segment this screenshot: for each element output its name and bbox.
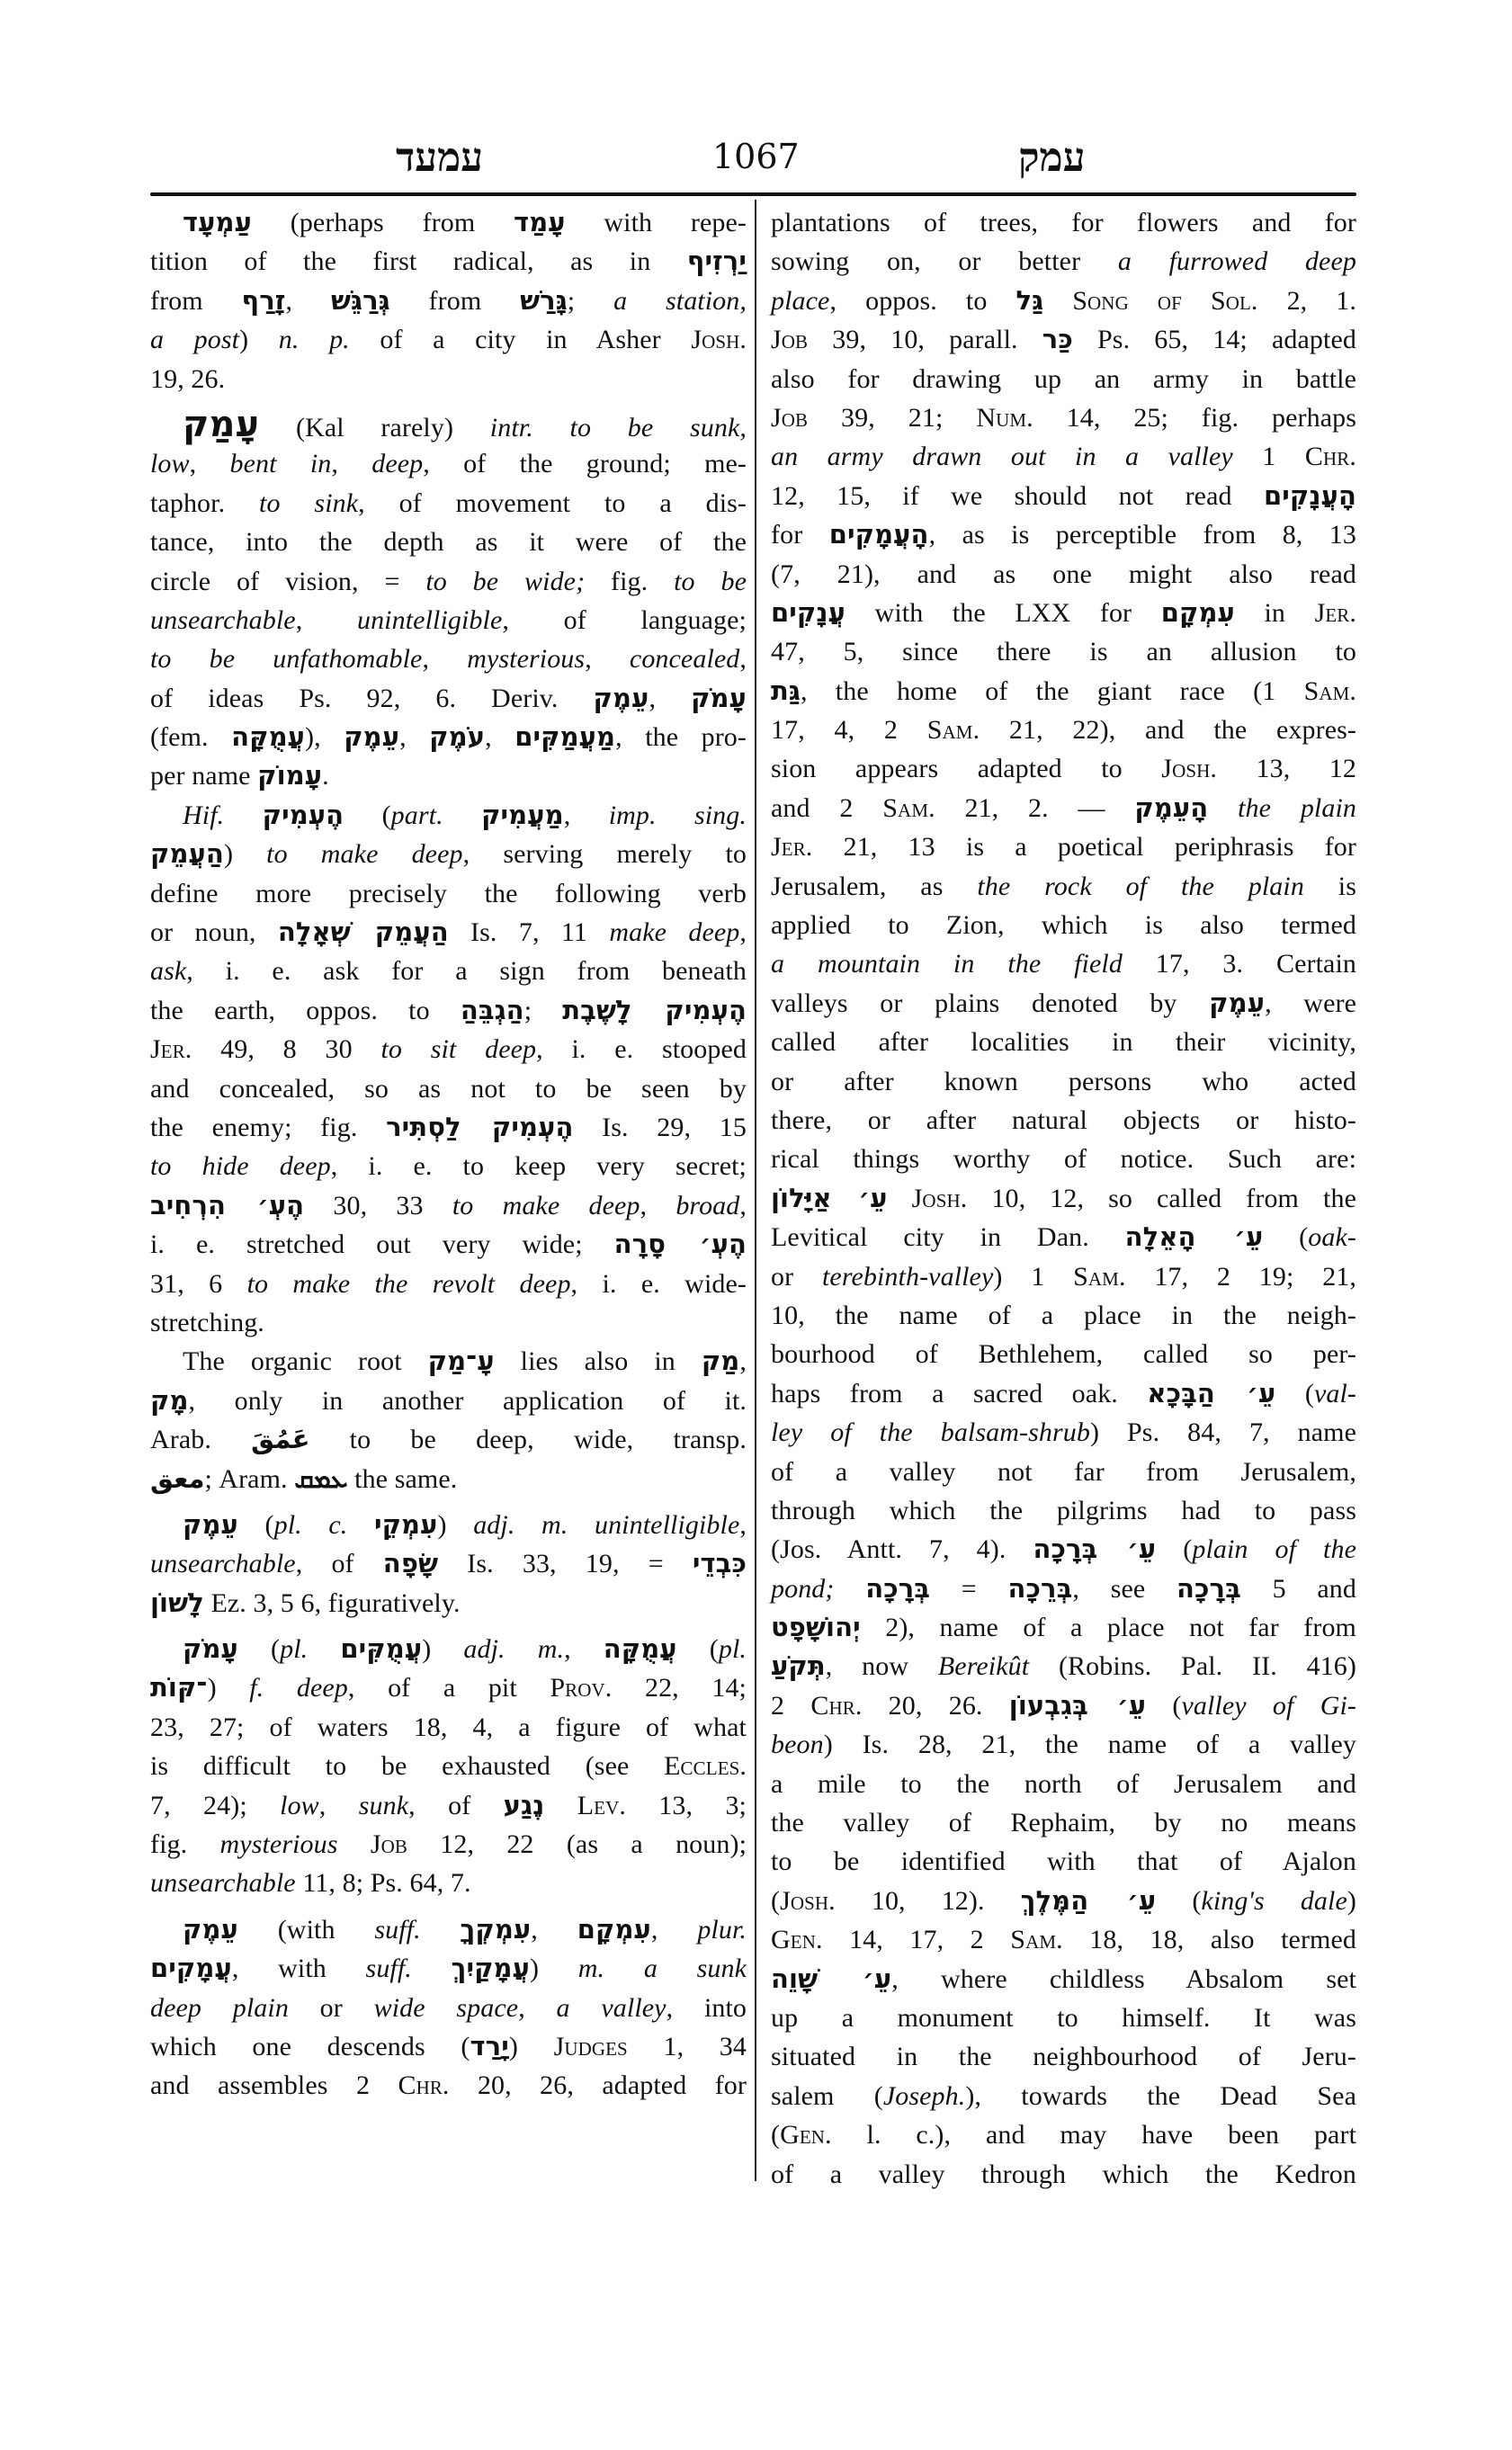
text-line: ־קּוֹת) f. deep, of a pit Prov. 22, 14;	[150, 1672, 747, 1703]
italic-gloss: ley of the balsam-shrub	[771, 1417, 1090, 1448]
hebrew-word: הֶעְ׳ סָרָה	[613, 1229, 747, 1260]
text-line: Arab. عَمُقَ to be deep, wide, transp.	[150, 1424, 747, 1455]
header-rule	[150, 192, 1356, 196]
hebrew-word: הֶעְמִיק	[262, 799, 344, 830]
italic-gloss: part.	[390, 800, 443, 830]
text-line: sion appears adapted to Josh. 13, 12	[771, 754, 1357, 784]
text-line: to hide deep, i. e. to keep very secret;	[150, 1151, 747, 1182]
book-reference: Josh.	[691, 325, 747, 355]
text-line: pond; בְּרָכָה = בְּרֵכָה, see בְּרָכָה 5 and	[771, 1572, 1356, 1604]
italic-gloss: intr. to be sunk,	[489, 412, 747, 443]
book-reference: Job	[771, 325, 809, 355]
italic-gloss: mysterious	[219, 1829, 338, 1860]
hebrew-word: עֲמֻקָּה	[603, 1633, 677, 1665]
text-line: is difficult to be exhausted (see Eccles.	[150, 1751, 747, 1782]
text-line: 12, 15, if we should not read הָעֲנָקִים	[771, 479, 1356, 511]
italic-gloss: terebinth-valley	[821, 1261, 994, 1292]
book-reference: Job	[771, 402, 809, 433]
italic-gloss: suff.	[374, 1914, 421, 1945]
text-line: Hif. הֶעְמִיק (part. מַעֲמִיק, imp. sing.	[183, 799, 747, 830]
hebrew-word: עֵמֶק	[344, 721, 400, 753]
italic-gloss: make deep	[609, 917, 740, 948]
italic-gloss: adj. m.	[463, 1634, 565, 1665]
book-reference: Eccles.	[664, 1751, 747, 1782]
text-line: fig. mysterious Job 12, 22 (as a noun);	[150, 1829, 747, 1860]
text-line: salem (Joseph.), towards the Dead Sea	[771, 2080, 1356, 2111]
hebrew-word: עֲמֻקָּה	[231, 721, 306, 753]
hebrew-word: עֵמֶק	[1209, 987, 1266, 1018]
hebrew-word: יָרַד	[470, 2030, 509, 2061]
italic-gloss: to sit deep	[380, 1034, 537, 1065]
text-line: 19, 26.	[150, 363, 226, 394]
italic-gloss: to sink	[259, 487, 359, 518]
hebrew-word: עִמְקָם	[1160, 596, 1235, 628]
text-line: גַּת, the home of the giant race (1 Sam.	[771, 675, 1356, 706]
text-line: (Josh. 10, 12). עֵ׳ הַמֶּלֶךְ (king's dale)	[771, 1884, 1356, 1916]
text-line: of a valley not far from Jerusalem,	[771, 1456, 1356, 1487]
text-line: עַמְעָד (perhaps from עָמַד with repe-	[183, 207, 747, 237]
hebrew-word: עִמְקֵי	[373, 1508, 438, 1540]
text-line: 17, 4, 2 Sam. 21, 22), and the expres-	[771, 715, 1356, 746]
text-line: Job 39, 21; Num. 14, 25; fig. perhaps	[771, 402, 1356, 433]
book-reference: Sam.	[1010, 1925, 1063, 1955]
text-line: תְּקֹעַ, now Bereikût (Robins. Pal. II. 416)	[771, 1650, 1357, 1682]
text-line: עֵ׳ אַיָּלוֹן Josh. 10, 12, so called from the	[771, 1182, 1356, 1213]
text-line: עֵמֶק (pl. c. עִמְקֵי) adj. m. unintelligible,	[183, 1508, 747, 1540]
book-reference: Josh.	[1161, 754, 1217, 784]
text-line: עֲמָקִים, with suff. עֲמָקַיִךְ) m. a sunk	[150, 1953, 747, 1984]
hebrew-word: עָמֹק	[183, 1633, 238, 1665]
text-line: עָמֹק (pl. עֲמֻקִּים) adj. m., עֲמֻקָּה (pl.	[183, 1633, 747, 1665]
hebrew-word: מָק	[150, 1384, 189, 1416]
header-guide-word-right: עמק	[1018, 135, 1086, 181]
text-line: (Gen. l. c.), and may have been part	[771, 2120, 1356, 2150]
hebrew-word: מַעֲמַקִּים	[514, 721, 616, 753]
text-line: to be identified with that of Ajalon	[771, 1846, 1356, 1877]
hebrew-word: גְּרַגֵּשׁ	[330, 284, 390, 316]
hebrew-word: כַּר	[1042, 324, 1073, 355]
italic-gloss: unsearchable	[150, 1868, 296, 1899]
hebrew-word: לָשׁוֹן	[150, 1587, 204, 1618]
text-line: stretching.	[150, 1307, 264, 1337]
italic-gloss: beon	[771, 1730, 824, 1760]
text-line: unsearchable 11, 8; Ps. 64, 7.	[150, 1868, 471, 1899]
book-reference: Sam.	[882, 792, 935, 823]
italic-gloss: valley of Gi-	[1181, 1690, 1356, 1721]
hebrew-word: עֵ׳ הַבָּכָא	[1147, 1377, 1276, 1408]
hebrew-word: עֲמָקַיִךְ	[451, 1953, 530, 1984]
italic-gloss: Joseph.	[882, 2080, 966, 2111]
book-reference: Gen.	[771, 1925, 823, 1955]
italic-gloss: unsearchable	[150, 1549, 296, 1579]
text-line: 31, 6 to make the revolt deep, i. e. wide-	[150, 1268, 747, 1299]
text-line: an army drawn out in a valley 1 Chr.	[771, 442, 1356, 472]
hebrew-word: יַרְזִיף	[686, 246, 747, 277]
text-line: and 2 Sam. 21, 2. — הָעֵמֶק the plain	[771, 791, 1356, 823]
book-reference: Prov.	[550, 1673, 613, 1703]
italic-gloss: oak-	[1308, 1222, 1356, 1253]
hebrew-word: עִמְקָם	[577, 1913, 651, 1945]
hebrew-word: הַעֲמֵק	[150, 838, 224, 870]
text-line: 10, the name of a place in the neigh-	[771, 1300, 1356, 1330]
text-line: valleys or plains denoted by עֵמֶק, were	[771, 987, 1356, 1018]
hebrew-word: הֶעְ׳ הִרְחִיב	[150, 1189, 305, 1221]
book-reference: Gen.	[780, 2120, 832, 2150]
text-line: a post) n. p. of a city in Asher Josh.	[150, 325, 747, 355]
italic-gloss: deep	[371, 449, 424, 479]
text-line: for הָעֲמָקִים, as is perceptible from 8, 13	[771, 519, 1356, 550]
italic-gloss: pl.	[280, 1634, 309, 1665]
italic-gloss: a furrowed deep	[1117, 246, 1356, 277]
hebrew-word: יְהוֹשָׁפָט	[771, 1612, 861, 1643]
text-line: 23, 27; of waters 18, 4, a figure of what	[150, 1712, 747, 1742]
text-line: unsearchable, unintelligible, of language;	[150, 604, 747, 635]
text-line: a mountain in the field 17, 3. Certain	[771, 949, 1356, 979]
italic-gloss: wide space	[373, 1992, 519, 2023]
text-line: Job 39, 10, parall. כַּר Ps. 65, 14; adapted	[771, 324, 1356, 355]
italic-gloss: the rock of the plain	[977, 871, 1304, 901]
text-line: Jer. 49, 8 30 to sit deep, i. e. stooped	[150, 1034, 747, 1065]
text-line: and concealed, so as not to be seen by	[150, 1073, 747, 1104]
text-line: the valley of Rephaim, by no means	[771, 1808, 1356, 1838]
text-line: (fem. עֲמֻקָּה), עֵמֶק, עֹמֶק, מַעֲמַקִּים, the pro-	[150, 721, 747, 753]
hebrew-word: מַק	[701, 1346, 740, 1377]
italic-gloss: low	[280, 1790, 319, 1820]
header-guide-word-left: עמעד	[396, 135, 484, 181]
text-line: of a valley through which the Kedron	[771, 2159, 1356, 2189]
text-line: sowing on, or better a furrowed deep	[771, 246, 1356, 277]
italic-gloss: f. deep	[249, 1673, 348, 1703]
hebrew-word: הַגְבֵּהַ	[460, 994, 524, 1025]
hebrew-word: הֶעְמִיק לָשֶׁבֶת	[562, 994, 747, 1025]
hebrew-word: معق	[150, 1462, 205, 1494]
hebrew-word: עָמֹק	[691, 682, 747, 713]
text-line: Gen. 14, 17, 2 Sam. 18, 18, also termed	[771, 1925, 1356, 1955]
book-reference: Chr.	[398, 2070, 450, 2101]
hebrew-word: ־קּוֹת	[150, 1672, 208, 1703]
italic-gloss: plur.	[697, 1914, 747, 1945]
book-reference: Num.	[976, 402, 1033, 433]
hebrew-word: בְּרָכָה	[865, 1572, 931, 1604]
text-line: low, bent in, deep, of the ground; me-	[150, 449, 747, 479]
book-reference: Lev.	[577, 1790, 626, 1820]
book-reference: Jer.	[771, 832, 813, 863]
text-line: i. e. stretched out very wide; הֶעְ׳ סָרָה	[150, 1229, 747, 1260]
hebrew-word: גַּת	[771, 675, 801, 706]
hebrew-word: תְּקֹעַ	[771, 1650, 826, 1682]
hebrew-word: עֵ׳ בְּרָכָה	[1033, 1533, 1157, 1565]
text-line: situated in the neighbourhood of Jeru-	[771, 2042, 1356, 2072]
text-line: Jer. 21, 13 is a poetical periphrasis for	[771, 832, 1356, 863]
hebrew-word: עֵ׳ שָׁוֵה	[771, 1963, 892, 1994]
hebrew-word: עָמוֹק	[257, 760, 323, 791]
italic-gloss: a station,	[613, 285, 747, 316]
book-reference: Chr.	[810, 1690, 863, 1721]
hebrew-word: הָעֲמָקִים	[828, 519, 929, 550]
book-reference: Judges	[553, 2031, 628, 2061]
italic-gloss: to be	[674, 566, 747, 596]
italic-gloss: low	[150, 449, 190, 479]
text-line: עָמַק (Kal rarely) intr. to be sunk,	[183, 403, 747, 445]
italic-gloss: to make deep	[266, 839, 463, 870]
text-line: define more precisely the following verb	[150, 878, 747, 908]
italic-gloss: n. p.	[278, 325, 350, 355]
text-line: plantations of trees, for flowers and for	[771, 208, 1356, 237]
page-number: 1067	[712, 137, 800, 176]
italic-gloss: deep plain	[150, 1992, 289, 2023]
hebrew-word: כִּבְדֵי	[692, 1548, 747, 1579]
text-line: rical things worthy of notice. Such are:	[771, 1144, 1356, 1175]
text-line: 47, 5, since there is an allusion to	[771, 637, 1356, 667]
hebrew-word: זָרַף	[241, 284, 286, 316]
text-line: to be unfathomable, mysterious, concealed,	[150, 644, 747, 675]
book-reference: Josh.	[911, 1183, 968, 1213]
italic-gloss: to make deep	[452, 1190, 640, 1221]
hebrew-word: גָּרַשׁ	[520, 284, 568, 316]
book-reference: Josh.	[780, 1885, 836, 1916]
left-column	[150, 203, 747, 2106]
text-line: 2 Chr. 20, 26. עֵ׳ בְּגִבְעוֹן (valley of Gi-	[771, 1689, 1356, 1721]
italic-gloss: a post	[150, 325, 240, 355]
hebrew-word: عَمُقَ	[251, 1424, 310, 1455]
italic-gloss: to be unfathomable	[150, 644, 423, 675]
text-line: לָשׁוֹן Ez. 3, 5 6, figuratively.	[150, 1587, 461, 1618]
text-line: deep plain or wide space, a valley, into	[150, 1992, 747, 2023]
text-line: The organic root עָ־מַק lies also in מַק,	[183, 1346, 747, 1377]
italic-gloss: Hif.	[183, 800, 225, 830]
text-line: unsearchable, of שָׂפָה Is. 33, 19, = כִּבְדֵי	[150, 1548, 747, 1579]
italic-gloss: broad	[675, 1190, 740, 1221]
text-line: applied to Zion, which is also termed	[771, 910, 1356, 941]
right-column	[771, 203, 1356, 2194]
italic-gloss: a mountain in the field	[771, 949, 1123, 979]
italic-gloss: concealed	[629, 644, 740, 675]
text-line: beon) Is. 28, 21, the name of a valley	[771, 1730, 1356, 1760]
hebrew-word: עֵ׳ הָאֵלָה	[1124, 1221, 1264, 1253]
italic-gloss: to hide deep	[150, 1151, 331, 1182]
text-line: and assembles 2 Chr. 20, 26, adapted for	[150, 2070, 747, 2101]
text-line: معق; Aram. ܥܡܩ the same.	[150, 1462, 458, 1494]
book-reference: Sam.	[1303, 675, 1356, 706]
book-reference: Jer.	[150, 1034, 192, 1065]
text-line: הֶעְ׳ הִרְחִיב 30, 33 to make deep, broad,	[150, 1189, 747, 1221]
text-line: bourhood of Bethlehem, called so per-	[771, 1339, 1356, 1370]
text-line: tance, into the depth as it were of the	[150, 527, 747, 558]
hebrew-word: עֵמֶק	[183, 1508, 238, 1540]
hebrew-word: הֶעְמִיק לַסְתִּיר	[386, 1111, 574, 1142]
text-line: יְהוֹשָׁפָט 2), name of a place not far from	[771, 1612, 1356, 1643]
text-line: Jerusalem, as the rock of the plain is	[771, 871, 1356, 901]
italic-gloss: imp. sing.	[608, 800, 747, 830]
italic-gloss: pond;	[771, 1573, 835, 1604]
hebrew-word: עִמְקְךָ	[460, 1913, 532, 1945]
text-line: עֵמֶק (with suff. עִמְקְךָ, עִמְקָם, plur.	[183, 1913, 747, 1945]
hebrew-word: עֲמָקִים	[150, 1953, 232, 1984]
text-line: הַעֲמֵק) to make deep, serving merely to	[150, 838, 747, 870]
text-line: also for drawing up an army in battle	[771, 363, 1356, 394]
text-line: through which the pilgrims had to pass	[771, 1495, 1356, 1525]
text-line: the enemy; fig. הֶעְמִיק לַסְתִּיר Is. 29, 15	[150, 1111, 747, 1142]
italic-gloss: to make the revolt deep	[246, 1268, 571, 1299]
text-line: Levitical city in Dan. עֵ׳ הָאֵלָה (oak-	[771, 1221, 1356, 1253]
italic-gloss: king's dale	[1201, 1885, 1347, 1916]
hebrew-word: הַעֲמֵק שְׁאָלָה	[277, 917, 449, 948]
book-reference: Sam.	[1073, 1261, 1126, 1292]
italic-gloss: unintelligible	[356, 604, 503, 635]
text-line: עֵ׳ שָׁוֵה, where childless Absalom set	[771, 1963, 1356, 1994]
hebrew-word: מַעֲמִיק	[481, 799, 564, 830]
italic-gloss: plain of the	[1192, 1534, 1356, 1565]
text-line: מָק, only in another application of it.	[150, 1384, 747, 1416]
hebrew-word: עֲמֻקִּים	[340, 1633, 423, 1665]
italic-gloss: Bereikût	[937, 1651, 1030, 1682]
text-line: from זָרַף, גְּרַגֵּשׁ from גָּרַשׁ; a station,	[150, 284, 747, 316]
text-line: circle of vision, = to be wide; fig. to be	[150, 566, 747, 596]
hebrew-word: עָ־מַק	[427, 1346, 495, 1377]
book-reference: Chr.	[1304, 442, 1356, 472]
hebrew-word: עֵ׳ הַמֶּלֶךְ	[1020, 1884, 1157, 1916]
text-line: up a monument to himself. It was	[771, 2002, 1356, 2033]
text-line: a mile to the north of Jerusalem and	[771, 1768, 1356, 1799]
italic-gloss: pl. c.	[273, 1509, 348, 1540]
italic-gloss: to be wide;	[425, 566, 586, 596]
book-reference: Song of Sol.	[1072, 285, 1258, 316]
italic-gloss: m. a sunk	[577, 1954, 747, 1984]
text-line: עֲנָקִים with the LXX for עִמְקָם in Jer.	[771, 596, 1356, 628]
italic-gloss: pl.	[718, 1634, 747, 1665]
hebrew-word: עֵמֶק	[183, 1913, 238, 1945]
text-line: haps from a sacred oak. עֵ׳ הַבָּכָא (val-	[771, 1377, 1356, 1408]
text-line: per name עָמוֹק.	[150, 760, 329, 791]
italic-gloss: ask	[150, 956, 187, 987]
hebrew-word: עֹמֶק	[429, 721, 486, 753]
hebrew-word: הָעֵמֶק	[1134, 791, 1209, 823]
italic-gloss: a valley	[556, 1992, 667, 2023]
italic-gloss: mysterious	[467, 644, 586, 675]
text-line: (7, 21), and as one might also read	[771, 559, 1356, 589]
text-line: (Jos. Antt. 7, 4). עֵ׳ בְּרָכָה (plain of the	[771, 1533, 1356, 1565]
text-line: there, or after natural objects or histo-	[771, 1104, 1356, 1135]
text-line: or noun, הַעֲמֵק שְׁאָלָה Is. 7, 11 make deep,	[150, 917, 747, 948]
italic-gloss: adj. m. unintelligible	[473, 1509, 740, 1540]
text-line: of ideas Ps. 92, 6. Deriv. עֵמֶק, עָמֹק	[150, 682, 747, 713]
text-line: called after localities in their vicinity,	[771, 1027, 1356, 1058]
text-line: or terebinth-valley) 1 Sam. 17, 2 19; 21,	[771, 1261, 1356, 1292]
text-line: which one descends (יָרַד) Judges 1, 34	[150, 2030, 747, 2061]
text-line: place, oppos. to גַּל Song of Sol. 2, 1.	[771, 284, 1357, 316]
hebrew-word: עֵמֶק	[593, 682, 649, 713]
book-reference: Sam.	[926, 715, 980, 746]
hebrew-word: ܥܡܩ	[294, 1462, 348, 1494]
italic-gloss: sunk	[358, 1790, 409, 1820]
italic-gloss: val-	[1313, 1378, 1356, 1408]
book-reference: Job	[370, 1829, 407, 1860]
italic-gloss: the plain	[1238, 792, 1356, 823]
hebrew-word: עַמְעָד	[183, 207, 252, 237]
hebrew-word: עֵ׳ בְּגִבְעוֹן	[1008, 1689, 1147, 1721]
italic-gloss: place	[771, 285, 830, 316]
book-reference: Jer.	[1314, 597, 1356, 628]
column-divider	[755, 200, 756, 2181]
hebrew-word: עָמַד	[514, 207, 566, 237]
text-line: 7, 24); low, sunk, of נֶגַע Lev. 13, 3;	[150, 1789, 747, 1820]
hebrew-word: הָעֲנָקִים	[1263, 479, 1356, 511]
hebrew-word: גַּל	[1015, 284, 1044, 316]
hebrew-word: עֵ׳ אַיָּלוֹן	[771, 1182, 888, 1213]
text-line: or after known persons who acted	[771, 1066, 1356, 1096]
italic-gloss: unsearchable	[150, 604, 296, 635]
hebrew-word: עָמַק	[183, 403, 260, 445]
hebrew-word: נֶגַע	[503, 1789, 545, 1820]
hebrew-word: בְּרֵכָה	[1007, 1572, 1073, 1604]
italic-gloss: bent in	[229, 449, 332, 479]
hebrew-word: שָׂפָה	[382, 1548, 439, 1579]
text-line: taphor. to sink, of movement to a dis-	[150, 487, 747, 518]
italic-gloss: suff.	[365, 1954, 412, 1984]
text-line: ley of the balsam-shrub) Ps. 84, 7, name	[771, 1417, 1357, 1448]
italic-gloss: an army drawn out in a valley	[771, 442, 1233, 472]
text-line: tition of the first radical, as in יַרְזִיף	[150, 246, 747, 277]
hebrew-word: בְּרָכָה	[1176, 1572, 1241, 1604]
hebrew-word: עֲנָקִים	[771, 596, 845, 628]
text-line: the earth, oppos. to הַגְבֵּהַ; הֶעְמִיק לָשֶׁבֶת	[150, 994, 747, 1025]
text-line: ask, i. e. ask for a sign from beneath	[150, 956, 747, 987]
